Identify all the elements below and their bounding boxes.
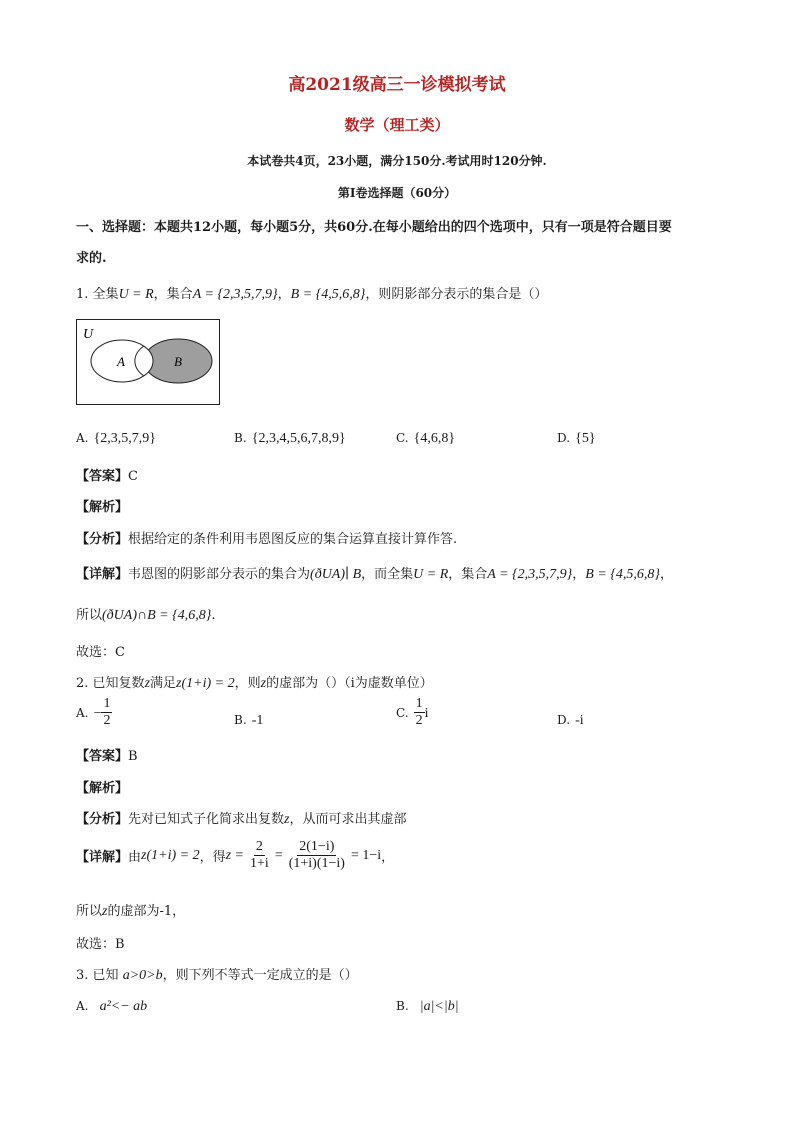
q2-option-d[interactable] <box>557 709 584 729</box>
q3-condition: a>0>b <box>122 968 163 983</box>
q1-answer-value: C <box>128 469 138 484</box>
exam-title: 高2021级高三一诊模拟考试 <box>288 75 506 95</box>
q2-conclusion-z: z <box>102 904 108 919</box>
section-heading-line2: 求的. <box>76 251 107 266</box>
q2-conclusion-text-1: 所以 <box>76 904 103 919</box>
q1-analysis-tag: 【分析】 <box>76 532 129 547</box>
q2-option-c-denominator: 2 <box>415 713 423 728</box>
q1-text-3: ， <box>277 287 291 302</box>
question-1-stem <box>76 283 547 303</box>
q2-answer-tag: 【答案】 <box>76 749 129 764</box>
q1-detail-text-3: ，集合 <box>448 567 488 582</box>
q1-set-a: A = {2,3,5,7,9} <box>192 287 278 302</box>
q2-option-a-label: A. <box>76 706 89 720</box>
q1-conclusion <box>76 604 215 624</box>
q2-option-c[interactable] <box>396 697 429 728</box>
q1-answer-tag: 【答案】 <box>76 469 129 484</box>
section-heading-line1: 一、选择题：本题共12小题，每小题5分，共60分.在每小题给出的四个选项中，只有一项是符合题目要 <box>76 220 672 235</box>
q2-answer <box>76 745 138 764</box>
q1-jiexi: 【解析】 <box>76 500 129 515</box>
q1-option-d[interactable] <box>557 427 596 447</box>
q2-text-3: ，则 <box>234 676 261 691</box>
q1-option-c[interactable] <box>396 427 455 447</box>
q2-detail-result: = 1−i <box>350 847 382 863</box>
q2-analysis-text: 先对已知式子化简求出复数 <box>128 812 285 827</box>
q2-detail-fraction-2 <box>287 840 347 871</box>
q2-option-c-i: i <box>424 706 429 721</box>
q1-option-a-value: {2,3,5,7,9} <box>93 431 157 446</box>
q1-choice: 故选：C <box>76 645 125 660</box>
q2-option-b-label: B. <box>234 713 247 727</box>
exam-info: 本试卷共4页，23小题，满分150分.考试用时120分钟. <box>247 154 547 168</box>
q2-detail-equals: = <box>274 847 283 863</box>
venn-label-b: B <box>174 354 182 369</box>
q2-option-c-numerator: 1 <box>415 696 423 711</box>
q3-option-a-value: a²<− ab <box>99 999 148 1014</box>
q2-option-a-fraction <box>101 697 112 728</box>
q2-option-d-label: D. <box>557 713 571 727</box>
q2-detail-text-2: ，得 <box>199 850 226 865</box>
venn-label-u: U <box>83 327 94 342</box>
q2-conclusion-text-2: 的虚部为-1， <box>107 904 186 919</box>
q1-option-c-value: {4,6,8} <box>413 431 456 446</box>
q2-jiexi: 【解析】 <box>76 781 129 796</box>
q2-option-d-value: -i <box>575 713 584 728</box>
q2-analysis-z: z <box>284 812 290 827</box>
q2-option-a[interactable] <box>76 697 112 728</box>
q2-option-c-label: C. <box>396 706 409 720</box>
q2-text-2: 满足 <box>150 676 177 691</box>
q1-number: 1. <box>76 287 89 302</box>
q2-detail-z: z = <box>225 847 245 863</box>
q2-var-z-2: z <box>260 676 267 691</box>
q2-equation: z(1+i) = 2 <box>176 676 235 691</box>
part-title: 第I卷选择题（60分） <box>337 186 457 200</box>
q1-option-d-label: D. <box>557 431 571 445</box>
q1-detail-tag: 【详解】 <box>76 567 129 582</box>
exam-subtitle: 数学（理工类） <box>344 116 450 134</box>
q1-detail-expr: (ðUA)∣ B <box>310 567 362 582</box>
q2-detail-tag: 【详解】 <box>76 850 129 865</box>
q1-analysis <box>76 528 457 547</box>
q2-text-1: 已知复数 <box>92 676 145 691</box>
q3-option-b[interactable] <box>396 995 459 1015</box>
q2-var-z: z <box>144 676 151 691</box>
q3-option-a[interactable] <box>76 995 147 1015</box>
q2-conclusion <box>76 900 185 920</box>
q2-option-a-numerator: 1 <box>103 696 111 711</box>
q1-option-a-label: A. <box>76 431 89 445</box>
q1-detail-text-2: ，而全集 <box>361 567 414 582</box>
question-2-stem <box>76 672 433 692</box>
q1-answer <box>76 465 138 484</box>
q2-detail-fraction-2-den: (1+i)(1−i) <box>288 856 345 871</box>
q1-detail-text-5: ， <box>659 567 673 582</box>
q1-conclusion-end: . <box>211 608 216 623</box>
q2-analysis <box>76 808 407 828</box>
q3-option-a-label: A. <box>76 999 89 1013</box>
q2-text-4: 的虚部为（）（i为虚数单位） <box>266 676 433 691</box>
q1-conclusion-expr: (ðUA)∩B = {4,6,8} <box>102 608 212 623</box>
venn-label-a: A <box>117 354 125 369</box>
q2-option-a-sign: − <box>93 706 102 721</box>
q2-detail-fraction-1 <box>248 840 271 871</box>
q2-option-a-denominator: 2 <box>103 713 111 728</box>
q1-detail <box>76 563 673 583</box>
q2-detail-fraction-1-num: 2 <box>255 839 263 854</box>
q2-detail-equation: z(1+i) = 2 <box>141 847 200 863</box>
q3-number: 3. <box>76 968 89 983</box>
q2-answer-value: B <box>128 749 138 764</box>
q1-text-4: ，则阴影部分表示的集合是（） <box>365 287 548 302</box>
q1-set-b: B = {4,5,6,8} <box>290 287 366 302</box>
q2-detail-fraction-1-den: 1+i <box>250 856 269 871</box>
q2-detail <box>76 840 394 871</box>
q2-analysis-text-2: ，从而可求出其虚部 <box>289 812 407 827</box>
q2-detail-text-3: ， <box>381 850 395 865</box>
q1-detail-set-b: B = {4,5,6,8} <box>585 567 660 582</box>
q1-text-2: ，集合 <box>153 287 193 302</box>
q1-option-b-label: B. <box>234 431 247 445</box>
q1-detail-universal: U = R <box>413 567 449 582</box>
venn-diagram <box>76 319 222 407</box>
q1-analysis-text: 根据给定的条件利用韦恩图反应的集合运算直接计算作答. <box>128 532 458 547</box>
q2-number: 2. <box>76 676 89 691</box>
q2-detail-fraction-2-num: 2(1−i) <box>299 839 335 854</box>
q2-option-c-fraction <box>414 697 425 728</box>
q3-option-b-value: |a|<|b| <box>419 999 459 1014</box>
q1-option-c-label: C. <box>396 431 409 445</box>
q1-universal-set: U = R <box>118 287 154 302</box>
q2-option-b-value: -1 <box>251 713 264 728</box>
q3-text-2: ，则下列不等式一定成立的是（） <box>162 968 358 983</box>
question-3-stem <box>76 964 358 984</box>
q1-option-d-value: {5} <box>575 431 596 446</box>
q3-text-1: 已知 <box>92 968 119 983</box>
q2-detail-text-1: 由 <box>128 850 142 865</box>
q1-detail-text-1: 韦恩图的阴影部分表示的集合为 <box>128 567 311 582</box>
q1-option-b-value: {2,3,4,5,6,7,8,9} <box>251 431 346 446</box>
q2-choice: 故选：B <box>76 937 125 952</box>
q1-conclusion-text: 所以 <box>76 608 103 623</box>
q3-option-b-label: B. <box>396 999 409 1013</box>
q2-option-b[interactable] <box>234 709 263 729</box>
q2-analysis-tag: 【分析】 <box>76 812 129 827</box>
q1-detail-text-4: ， <box>572 567 586 582</box>
q1-option-a[interactable] <box>76 427 156 447</box>
q1-text-1: 全集 <box>92 287 119 302</box>
q1-detail-set-a: A = {2,3,5,7,9} <box>487 567 573 582</box>
q1-option-b[interactable] <box>234 427 346 447</box>
